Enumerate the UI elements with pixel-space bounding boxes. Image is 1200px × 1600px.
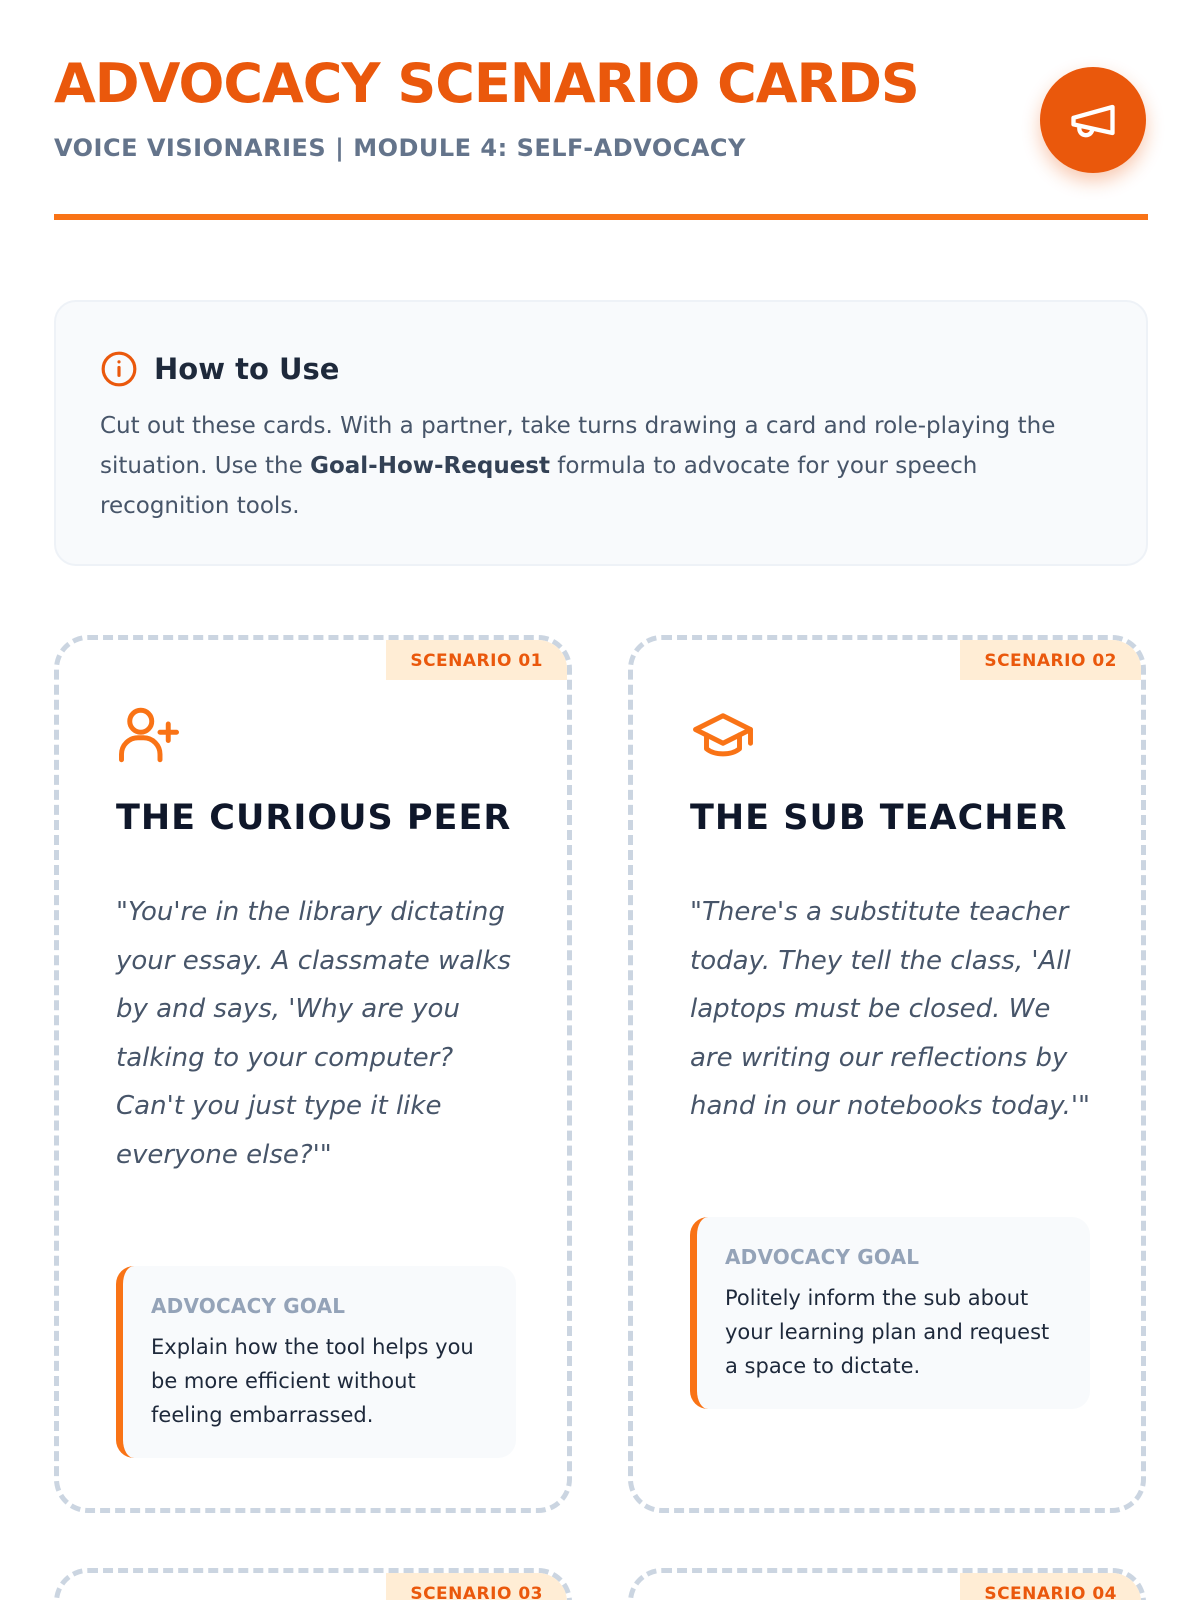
- formula-name: Goal-How-Request: [310, 453, 550, 479]
- megaphone-icon: [1067, 94, 1119, 146]
- info-circle-icon: [100, 350, 138, 388]
- header-divider: [54, 214, 1148, 220]
- scenario-tag: SCENARIO 01: [386, 640, 567, 680]
- scenario-card: [628, 1568, 1146, 1600]
- scenario-quote: "There's a substitute teacher today. They tell the class, 'All laptops must be closed. We are writing our reflections by hand in our notebooks today.'": [690, 897, 1091, 1121]
- scenario-tag: SCENARIO 04: [960, 1573, 1141, 1600]
- scenario-card: [54, 1568, 572, 1600]
- advocacy-goal-label: ADVOCACY GOAL: [151, 1294, 346, 1318]
- how-to-use-header: [100, 350, 339, 388]
- how-to-use-text-end: formula to advocate for your speech recognition tools.: [100, 453, 978, 519]
- advocacy-goal-text: Explain how the tool helps you be more efficient without feeling embarrassed.: [151, 1335, 474, 1427]
- user-plus-icon: [116, 702, 182, 768]
- advocacy-goal-box: [690, 1217, 1090, 1409]
- scenario-title: THE SUB TEACHER: [690, 798, 1068, 838]
- scenario-card: [54, 635, 572, 1513]
- graduation-cap-icon: [690, 702, 756, 768]
- how-to-use-panel: [54, 300, 1148, 566]
- scenario-card: [628, 635, 1146, 1513]
- scenario-tag: SCENARIO 03: [386, 1573, 567, 1600]
- scenario-quote: "You're in the library dictating your essay. A classmate walks by and says, 'Why are you talking to your computer? Can't you just type it like everyone else?'": [116, 897, 511, 1170]
- advocacy-goal-label: ADVOCACY GOAL: [725, 1245, 920, 1269]
- megaphone-badge: [1040, 67, 1146, 173]
- page-title: ADVOCACY SCENARIO CARDS: [54, 52, 919, 115]
- advocacy-goal-box: [116, 1266, 516, 1458]
- page-subtitle: VOICE VISIONARIES | MODULE 4: SELF-ADVOCACY: [54, 134, 746, 162]
- advocacy-goal-text: Politely inform the sub about your learning plan and request a space to dictate.: [725, 1286, 1050, 1378]
- scenario-tag: SCENARIO 02: [960, 640, 1141, 680]
- how-to-use-title: How to Use: [154, 352, 340, 386]
- how-to-use-text-start: Cut out these cards. With a partner, take turns drawing a card and role-playing the situation. Use the: [100, 413, 1056, 479]
- how-to-use-text: [100, 406, 1110, 526]
- scenario-title: THE CURIOUS PEER: [116, 798, 512, 838]
